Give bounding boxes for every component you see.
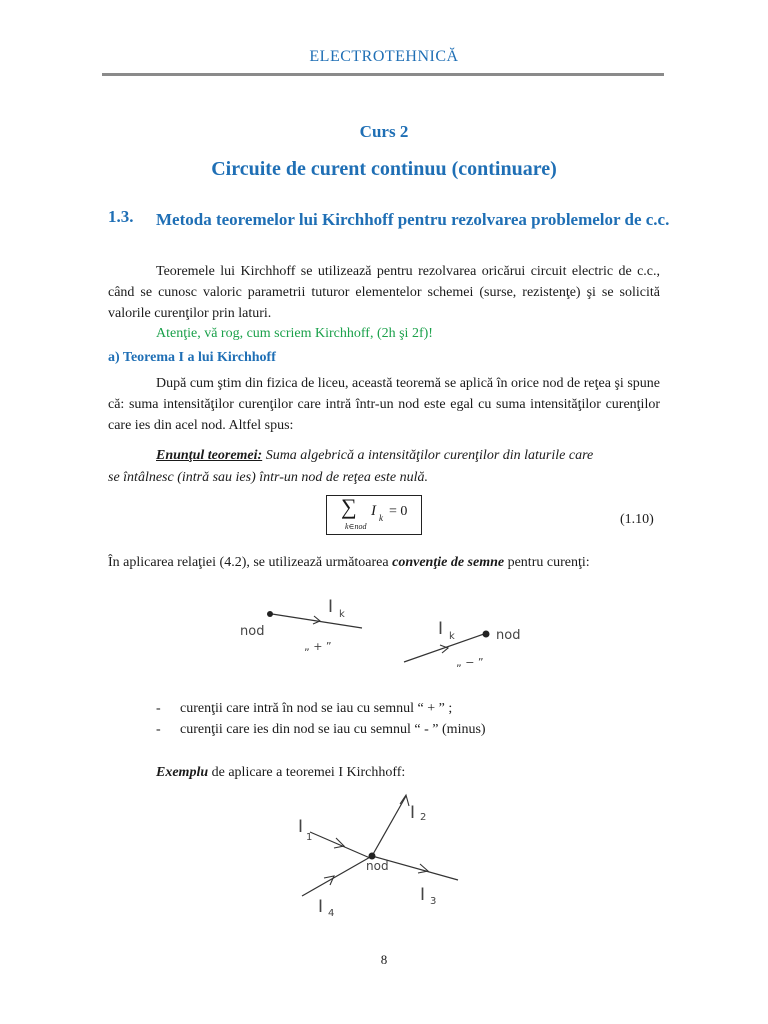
spelling-note: Atenţie, vă rog, cum scriem Kirchhoff, (2h şi 2f)! — [156, 326, 433, 341]
left-node-label: nod — [240, 624, 265, 639]
arrow-i3-icon — [418, 864, 428, 873]
formula-index: k — [379, 513, 383, 523]
bullet-dash-1: - — [156, 701, 161, 716]
i2-index: 2 — [420, 812, 427, 823]
branch-i1-line — [310, 832, 370, 858]
formula-subscript: k∈nod — [345, 522, 367, 531]
bullet-item-1: curenţii care intră în nod se iau cu semnul “ + ” ; — [180, 701, 453, 716]
i3-index: 3 — [430, 896, 437, 907]
formula-current: I — [371, 503, 376, 519]
example-label: Exemplu — [156, 765, 209, 780]
right-current-symbol: I — [438, 619, 444, 639]
i2-symbol: I — [410, 803, 416, 823]
incoming-branch-line — [272, 614, 362, 628]
convention-emphasis: convenţie de semne — [392, 555, 505, 570]
right-node-dot — [483, 631, 490, 638]
intro-paragraph — [108, 261, 660, 324]
theorem-statement-line2: se întâlnesc (intră sau ies) într-un nod de reţea este nulă. — [108, 470, 428, 485]
subsection-title: a) Teorema I a lui Kirchhoff — [108, 350, 276, 365]
sigma-symbol: ∑ — [341, 494, 357, 519]
example-node-label: nod — [366, 859, 389, 873]
convention-suffix: pentru curenţi: — [507, 555, 590, 570]
theorem-text: După cum ştim din fizica de liceu, această teoremă se aplică în orice nod de reţea şi spune că: suma intensităţilor curenţilor care intră într-un nod este egal cu suma intensităţilor curenţilor care ies din acel nod. Altfel spus: — [108, 376, 660, 433]
i4-index: 4 — [328, 908, 335, 919]
header-divider — [102, 73, 664, 76]
right-node-label: nod — [496, 628, 521, 643]
statement-label: Enunţul teoremei: — [156, 448, 263, 463]
page-number: 8 — [380, 952, 388, 967]
formula-equals: = 0 — [389, 504, 408, 519]
bullet-item-2: curenţii care ies din nod se iau cu semnul “ - ” (minus) — [180, 722, 486, 737]
branch-i2-line — [372, 796, 406, 856]
formula-box — [326, 495, 422, 535]
left-current-symbol: I — [328, 597, 334, 617]
left-current-index: k — [339, 609, 345, 620]
kirchhoff-example-diagram — [280, 790, 480, 920]
i3-symbol: I — [420, 885, 426, 905]
document-header: ELECTROTEHNICĂ — [309, 48, 459, 65]
left-node-dot — [267, 611, 273, 617]
example-text: de aplicare a teoremei I Kirchhoff: — [211, 765, 406, 780]
intro-text: Teoremele lui Kirchhoff se utilizează pentru rezolvarea oricărui circuit electric de c.c., când se cunosc valoric parametrii tuturor elementelor schemei (surse, rezistenţe) şi se solicită valorile curenţilor prin laturi. — [108, 264, 660, 321]
convention-prefix: În aplicarea relaţiei (4.2), se utilizează următoarea — [108, 555, 389, 570]
i1-symbol: I — [298, 817, 304, 837]
convention-sentence — [108, 555, 590, 571]
section-title: Metoda teoremelor lui Kirchhoff pentru rezolvarea problemelor de c.c. — [156, 210, 670, 229]
theorem-statement-line1 — [156, 448, 593, 464]
right-current-index: k — [449, 631, 455, 642]
i1-index: 1 — [306, 832, 313, 843]
bullet-dash-2: - — [156, 722, 161, 737]
course-label: Curs 2 — [359, 122, 409, 141]
theorem-paragraph — [108, 373, 660, 436]
section-number: 1.3. — [108, 207, 134, 226]
example-heading — [156, 765, 405, 781]
left-sign-label: „ + ” — [304, 640, 332, 653]
right-sign-label: „ − ” — [456, 656, 484, 669]
i4-symbol: I — [318, 897, 324, 917]
course-title: Circuite de curent continuu (continuare) — [211, 158, 557, 180]
equation-number: (1.10) — [620, 512, 654, 527]
sign-convention-diagram — [220, 590, 550, 680]
branch-i4-line — [302, 856, 372, 896]
statement-text-1: Suma algebrică a intensităţilor curenţilor din laturile care — [265, 448, 594, 463]
